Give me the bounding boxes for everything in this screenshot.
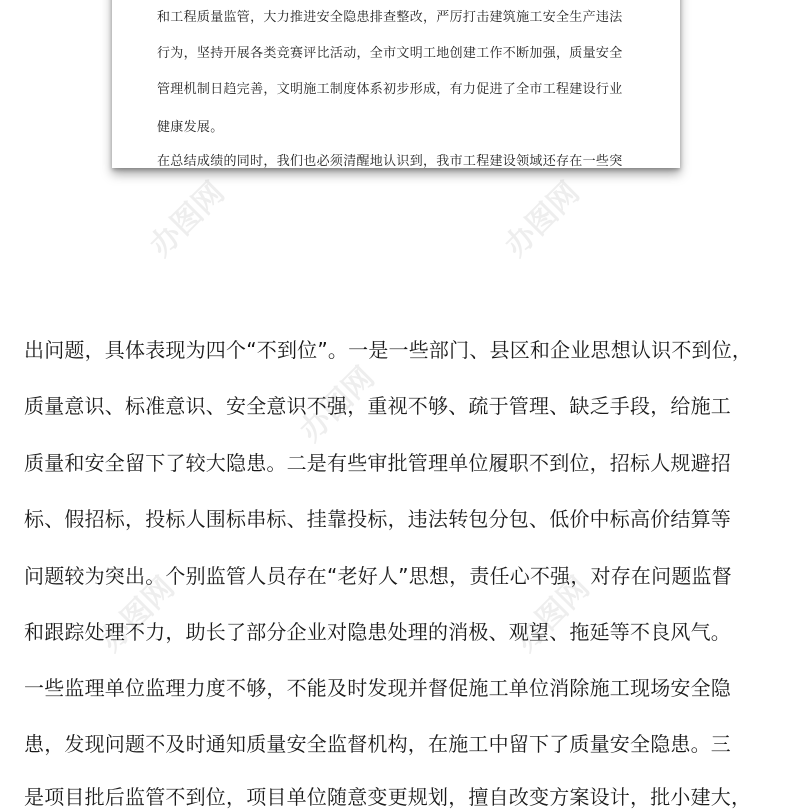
body-text-line: 一些监理单位监理力度不够，不能及时发现并督促施工单位消除施工现场安全隐 <box>24 676 731 700</box>
body-text-line: 质量意识、标准意识、安全意识不强，重视不够、疏于管理、缺乏手段，给施工 <box>24 394 731 418</box>
body-text-line: 患，发现问题不及时通知质量安全监督机构，在施工中留下了质量安全隐患。三 <box>24 732 731 756</box>
body-text-line: 出问题，具体表现为四个“不到位”。一是一些部门、县区和企业思想认识不到位， <box>24 338 753 362</box>
body-text-line: 质量和安全留下了较大隐患。二是有些审批管理单位履职不到位，招标人规避招 <box>24 451 731 475</box>
preview-text-line: 在总结成绩的同时，我们也必须清醒地认识到，我市工程建设领域还存在一些突 <box>157 154 623 168</box>
preview-text-line: 健康发展。 <box>157 120 224 135</box>
body-text-line: 是项目批后监管不到位，项目单位随意变更规划，擅自改变方案设计，批小建大， <box>24 785 752 809</box>
body-text-line: 问题较为突出。个别监管人员存在“老好人”思想，责任心不强，对存在问题监督 <box>24 564 732 588</box>
body-text-line: 标、假招标，投标人围标串标、挂靠投标，违法转包分包、低价中标高价结算等 <box>24 507 731 531</box>
document-page-preview <box>112 0 680 168</box>
watermark: 办图网 <box>293 360 382 449</box>
body-text-line: 和跟踪处理不力，助长了部分企业对隐患处理的消极、观望、拖延等不良风气。 <box>24 620 731 644</box>
preview-text-line: 管理机制日趋完善，文明施工制度体系初步形成，有力促进了全市工程建设行业 <box>157 82 623 97</box>
preview-text-line: 行为，坚持开展各类竞赛评比活动，全市文明工地创建工作不断加强，质量安全 <box>157 46 623 61</box>
watermark: 办图网 <box>498 175 587 264</box>
watermark: 办图网 <box>143 175 232 264</box>
preview-text-line: 和工程质量监管，大力推进安全隐患排查整改，严厉打击建筑施工安全生产违法 <box>157 10 623 25</box>
watermark: 办图网 <box>508 570 597 659</box>
watermark: 办图网 <box>93 570 182 659</box>
